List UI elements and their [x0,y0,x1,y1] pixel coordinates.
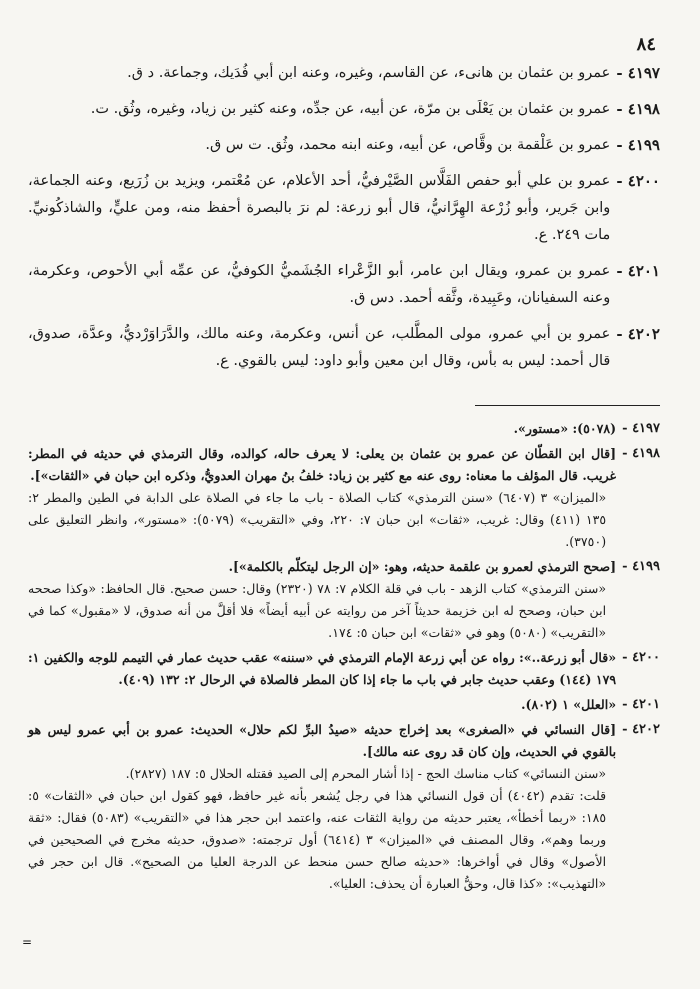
footnotes [28,418,660,895]
entry-text: عمرو بن عَلْقمة بن وقَّاص، عن أبيه، وعنه ابنه محمد، وثُق. ت س ق. [205,137,611,153]
footnote-number: ٤١٩٧ - [622,421,660,436]
footnote-reference: «الميزان» ٣ (٦٤٠٧) «سنن الترمذي» كتاب الصلاة - باب ما جاء في الصلاة على الدابة في الطين والمطر ٢: ١٣٥ (٤١١) وقال: غريب، «ثقات» ابن حبان ٧: ٢٢٠، وفي «التقريب» (٥٠٧٩): «مستور»، وانظر التعليق على (٣٧٥٠). [28,490,607,549]
footnote-lead: (٥٠٧٨): «مستور». [513,421,617,436]
footnote [28,556,660,644]
footnote [28,418,660,440]
entry [28,60,660,87]
entry [28,168,660,249]
main-text [28,60,660,375]
page-number: ٨٤ [636,34,656,55]
footnote-number: ٤١٩٩ - [622,559,660,574]
footnote [28,694,660,716]
footnote-reference: «سنن الترمذي» كتاب الزهد - باب في قلة الكلام ٧: ٧٨ (٢٣٢٠) وقال: حسن صحيح. قال الحافظ: «وكذا صححه ابن حبان، وصحح له ابن خزيمة حديثاً آخر من روايته عن أبيه أيضاً» فلا أقلَّ من أنه صدوق، لا «مقبول» كما في «التقريب» (٥٠٨٠) وهو في «ثقات» ابن حبان ٥: ١٧٤. [28,581,607,640]
entry-number: ٤٢٠٢ - [616,325,660,343]
margin-mark: = [22,935,33,949]
footnote [28,443,660,553]
footnote-reference: «سنن النسائي» كتاب مناسك الحج - إذا أشار المحرم إلى الصيد فقتله الحلال ٥: ١٨٧ (٢٨٢٧). [125,766,607,781]
footnote-number: ٤٢٠١ - [622,697,660,712]
entry-number: ٤١٩٨ - [616,100,660,118]
footnote-number: ٤٢٠٠ - [622,650,660,665]
entry-number: ٤٢٠٠ - [616,172,660,190]
entry [28,132,660,159]
footnote [28,719,660,895]
footnote-lead: [صحح الترمذي لعمرو بن علقمة حديثه، وهو: «إن الرجل ليتكلّم بالكلمة»]. [228,559,617,574]
footnote-lead: «قال أبو زرعة..»: رواه عن أبي زرعة الإمام الترمذي في «سننه» عقب حديث عمار في التيمم للوجه والكفين ١: ١٧٩ (١٤٤) وعقب حديث جابر في باب ما جاء إذا كان المطر فالصلاة في الرحال ٢: ١٣٢ (٤٠٩). [28,650,617,687]
footnote [28,647,660,691]
entry-text: عمرو بن أبي عمرو، مولى المطَّلب، عن أنس، وعكرمة، وعنه مالك، والدَّرَاوَرْديُّ، وعدَّة، صدوق، قال أحمد: ليس به بأس، وقال ابن معين وأبو داود: ليس بالقوي. ع. [28,326,611,369]
entry [28,321,660,375]
entry [28,258,660,312]
entry-number: ٤١٩٩ - [616,136,660,154]
footnote-lead: [قال النسائي في «الصغرى» بعد إخراج حديثه «صيدُ البرِّ لكم حلال» الحديث: عمرو بن أبي عمرو ليس هو بالقوي في الحديث، وإن كان قد روى عنه مالك]. [28,722,617,759]
entry-number: ٤٢٠١ - [616,262,660,280]
footnote-lead: «العلل» ١ (٨٠٢). [521,697,617,712]
entry-text: عمرو بن عمرو، ويقال ابن عامر، أبو الزَّعْراء الجُشَميُّ الكوفيُّ، عن عمِّه أبي الأحوص، وعكرمة، وعنه السفيانان، وعَبِيدة، وثَّقه أحمد. دس ق. [28,263,611,306]
footnote-lead: [قال ابن القطّان عن عمرو بن عثمان بن يعلى: لا يعرف حاله، كوالده، وقال الترمذي في حديثه في المطر: غريب. قال المؤلف ما معناه: روى عنه مع كثير بن زياد: خلفُ بنُ مهران العدويُّ، وذكره ابن حبان في «الثقات»]. [28,446,617,483]
footnote-divider [475,405,660,406]
entry [28,96,660,123]
footnote-comment: قلت: تقدم (٤٠٤٢) أن قول النسائي هذا في رجل يُشعر بأنه غير حافظ، فهو كقول ابن حبان في «الثقات» ٥: ١٨٥: «ربما أخطأ»، يعتبر حديثه من رواية الثقات عنه، واعتمد ابن حجر هذا في «التقريب» (٥٠٨٣) فقال: «ثقة وربما وهم»، وقال المصنف في «الميزان» ٣ (٦٤١٤) أول ترجمته: «صدوق، حديثه مخرج في الصحيحين في الأصول» وقال في أواخرها: «حديثه صالح حسن منحط عن الدرجة العليا من الصحيح». قال ابن حجر في «التهذيب»: «كذا قال، وحقُّ العبارة أن يحذف: العليا». [28,788,607,891]
entry-text: عمرو بن علي أبو حفص الفَلَّاس الصَّيْرفيُّ، أحد الأعلام، عن مُعْتمر، ويزيد بن زُرَيع، وعنه الجماعة، وابن جَرير، وأبو زُرْعة الهِرَّانيُّ، قال أبو زرعة: لم نرَ بالبصرة أحفظ منه، ومن عليٍّ، والشاذكُونيِّ. مات ٢٤٩. ع. [28,173,611,243]
footnote-number: ٤٢٠٢ - [622,722,660,737]
entry-text: عمرو بن عثمان بن هانىء، عن القاسم، وغيره، وعنه ابن أبي فُدَيك، وجماعة. د ق. [127,65,611,81]
footnote-number: ٤١٩٨ - [622,446,660,461]
entry-number: ٤١٩٧ - [616,64,660,82]
entry-text: عمرو بن عثمان بن يَعْلَى بن مرّة، عن أبيه، عن جدِّه، وعنه كثير بن زياد، وغيره، وثُق. ت. [90,101,611,117]
